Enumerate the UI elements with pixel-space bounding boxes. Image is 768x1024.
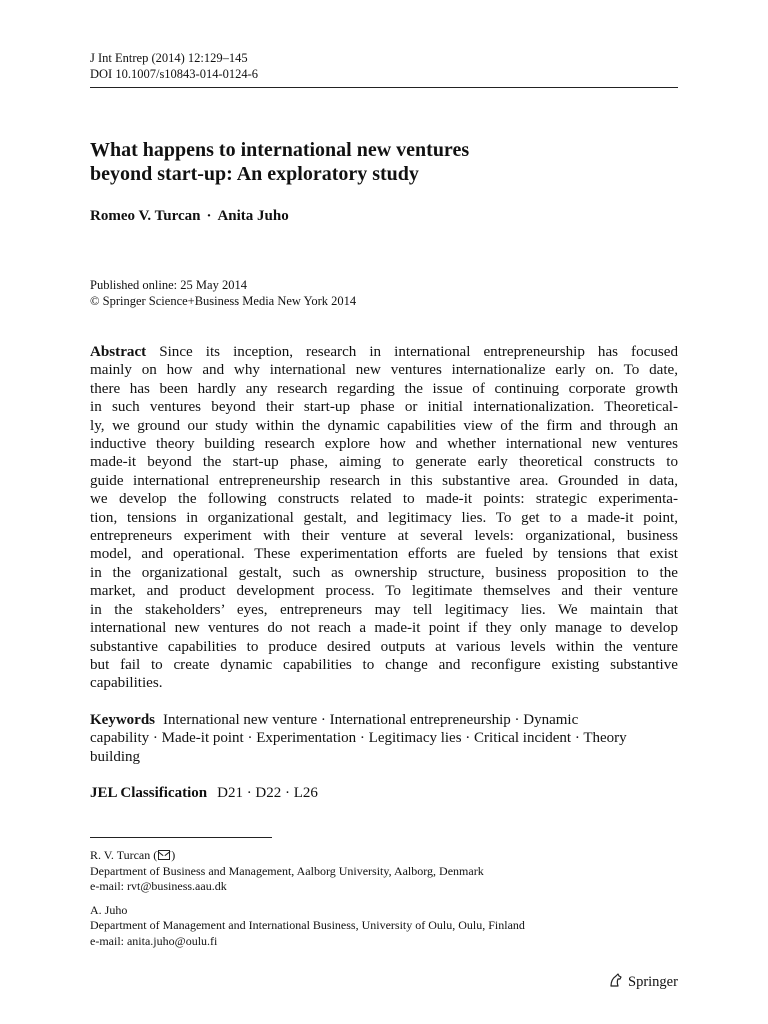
abstract-label: Abstract [90,344,147,360]
affiliations [90,848,680,957]
jel-classification [90,785,318,802]
keywords-line: capability · Made-it point · Experimentation · Legitimacy lies · Critical incident · Theory [90,730,627,747]
abstract-line: in such ventures beyond their start-up phase or initial internationalization. Theoretical- [90,399,678,416]
affiliation-block [90,903,680,950]
abstract-line: inductive theory building research explore how and whether international new ventures [90,436,678,453]
author-list [90,208,289,225]
abstract-line: we develop the following constructs related to made-it points: strategic experimenta- [90,491,678,508]
publication-info [90,277,680,309]
author-name: Anita Juho [217,208,289,224]
abstract-line: made-it beyond the start-up phase, aiming to generate early theoretical constructs to [90,454,678,471]
springer-horse-icon [608,972,624,993]
keywords-label: Keywords [90,712,155,728]
article-title [90,138,680,186]
title-line-2: beyond start-up: An exploratory study [90,163,419,185]
title-line-1: What happens to international new ventures [90,139,470,161]
affiliation-name: R. V. Turcan ( ) [90,848,176,862]
abstract-line: model, and operational. These experimentation efforts are fueled by tensions that exist [90,546,678,563]
published-date: Published online: 25 May 2014 [90,278,247,292]
abstract-line: in the organizational gestalt, such as ownership structure, business proposition to the [90,564,678,581]
affiliation-email[interactable]: e-mail: rvt@business.aau.dk [90,879,227,893]
affiliation-block [90,848,680,895]
abstract-line: substantive capabilities to produce desired outputs at various levels within the venture [90,638,678,655]
abstract-line: entrepreneurs experiment with their venture at several levels: organizational, business [90,528,678,545]
abstract-line: but fail to create dynamic capabilities to change and reconfigure existing substantive [90,656,678,673]
jel-codes: D21 · D22 · L26 [217,785,318,801]
abstract-line: guide international entrepreneurship research in this substantive area. Grounded in data, [90,472,678,489]
keywords-line: Keywords International new venture · International entrepreneurship · Dynamic [90,712,579,728]
author-separator: · [206,208,212,224]
abstract-line: tion, tensions in organizational gestalt, and legitimacy lies. To get to a made-it point, [90,509,678,526]
publisher-logo [608,972,678,993]
jel-label: JEL Classification [90,785,208,801]
affiliation-email[interactable]: e-mail: anita.juho@oulu.fi [90,933,218,948]
abstract-line: ly, we ground our study within the dynamic capabilities view of the firm and through an [90,417,678,434]
author-name: Romeo V. Turcan [90,208,201,224]
affiliation-department: Department of Management and International Business, University of Oulu, Oulu, Finland [90,918,525,932]
abstract-line: mainly on how and why international new ventures internationalize early on. To date, [90,362,678,379]
affiliation-name: A. Juho [90,902,128,917]
journal-header [90,50,680,82]
abstract-line: capabilities. [90,675,163,692]
doi: DOI 10.1007/s10843-014-0124-6 [90,67,259,81]
abstract-line: there has been hardly any research regarding the issue of continuing corporate growth [90,380,678,397]
publisher-name: Springer [628,974,678,990]
affiliation-department: Department of Business and Management, Aalborg University, Aalborg, Denmark [90,863,484,878]
abstract-line: in the stakeholders’ eyes, entrepreneurs may tell legitimacy lies. We maintain that [90,601,678,618]
copyright-notice: © Springer Science+Business Media New York 2014 [90,294,357,308]
journal-citation: J Int Entrep (2014) 12:129–145 [90,51,248,65]
keywords [90,711,678,766]
abstract [90,343,678,693]
abstract-line: Abstract Since its inception, research in international entrepreneurship has focused [90,344,678,360]
abstract-line: international new ventures do not reach a made-it point if they only manage to develop [90,620,678,637]
envelope-icon [158,850,170,860]
footnote-rule [90,837,272,838]
keywords-line: building [90,748,141,765]
abstract-line: market, and product development process. To legitimate themselves and their venture [90,583,678,600]
header-rule [90,87,678,88]
